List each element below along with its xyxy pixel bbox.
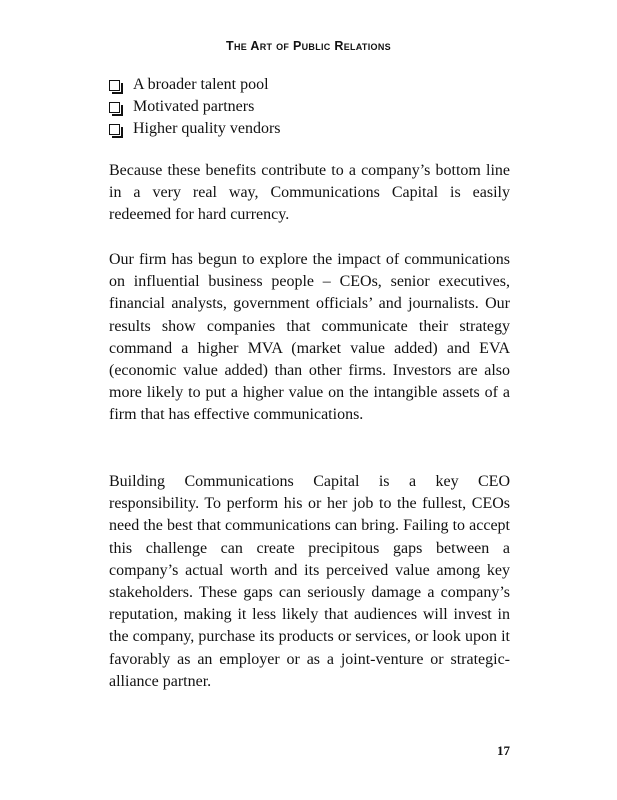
paragraph-benefits-summary: Because these benefits contribute to a company’s bottom line in a very real way, Communications Capital is easily redeemed for hard currency. (109, 162, 510, 224)
checkbox-icon (109, 102, 120, 113)
list-item (109, 74, 281, 96)
list-item (109, 118, 281, 140)
paragraph-ceo-responsibility: Building Communications Capital is a key CEO responsibility. To perform his or her job to the fullest, CEOs need the best that communications can bring. Failing to accept this challenge can create precipitous gaps between a company’s actual worth and its perceived value among key stakeholders. These gaps can seriously damage a company’s reputation, making it less likely that audiences will invest in the company, purchase its products or services, or look upon it favorably as an employer or as a joint-venture or strategic-alliance partner. (109, 473, 510, 690)
list-item-text: Motivated partners (133, 98, 255, 116)
benefits-checklist (109, 74, 281, 141)
checkbox-icon (109, 124, 120, 135)
checkbox-icon (109, 80, 120, 91)
paragraph-research-findings: Our firm has begun to explore the impact of communications on influential business people – CEOs, senior executives, financial analysts, government officials’ and journalists. Our results show companies that communicate their strategy command a higher MVA (market value added) and EVA (economic value added) than other firms. Investors are also more likely to put a higher value on the intangible assets of a firm that has effective communications. (109, 251, 510, 424)
list-item (109, 96, 281, 118)
page-number: 17 (497, 743, 510, 758)
list-item-text: Higher quality vendors (133, 120, 281, 138)
running-header: The Art of Public Relations (226, 39, 391, 53)
list-item-text: A broader talent pool (133, 76, 269, 94)
